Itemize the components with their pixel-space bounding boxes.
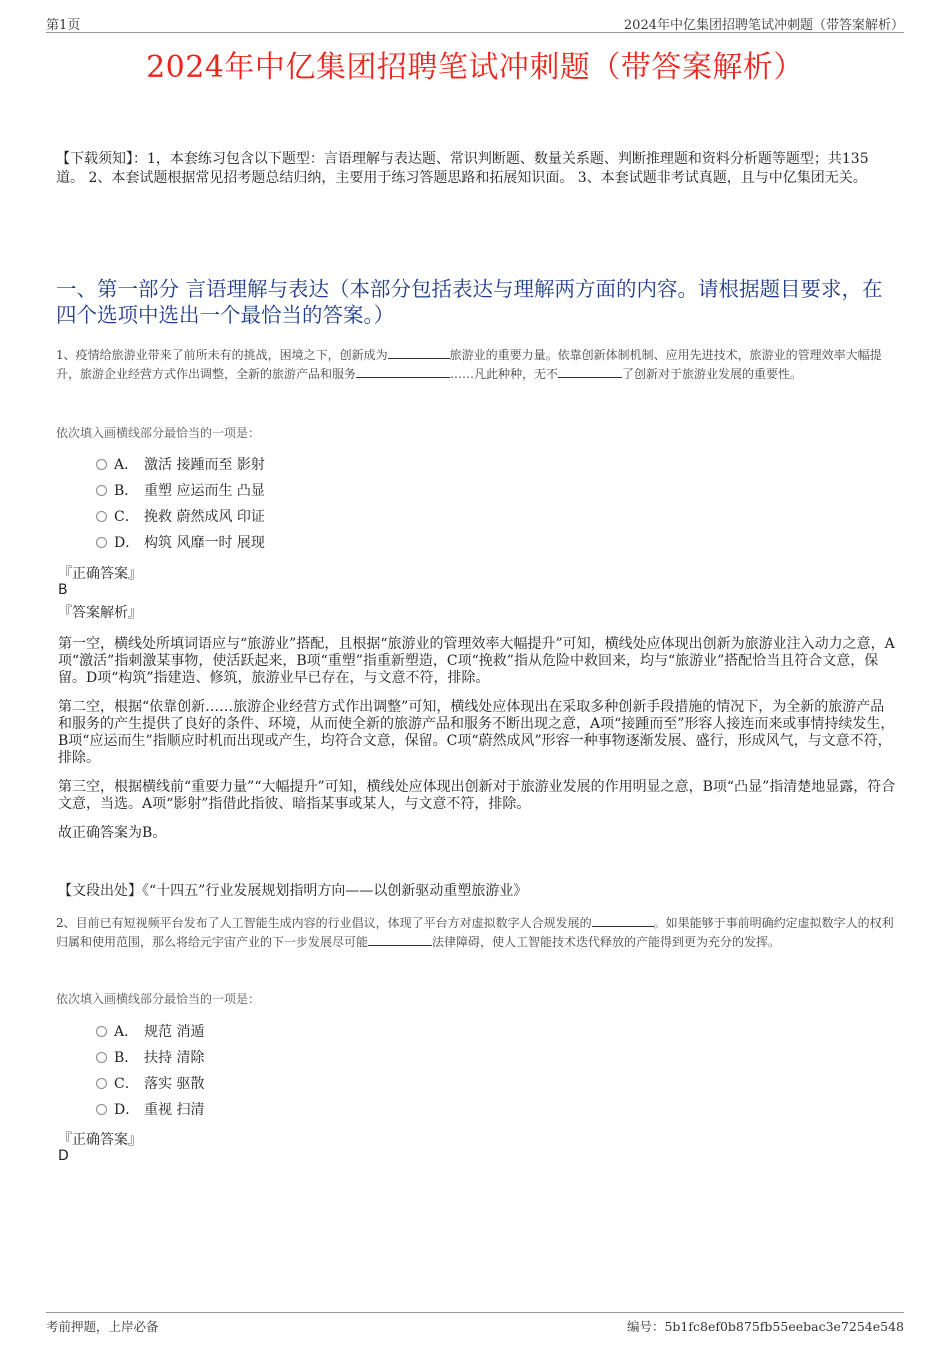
answer-analysis: [58, 636, 898, 854]
question-1-options: [96, 452, 265, 556]
page-footer: [46, 1312, 904, 1335]
blank-line: [592, 915, 654, 927]
option-d[interactable]: D． 构筑 风靡一时 展现: [96, 530, 265, 556]
answer-label: 『正确答案』: [58, 1132, 142, 1148]
correct-answer: B: [58, 582, 68, 598]
blank-line: [368, 934, 432, 946]
page-number: 第1页: [46, 18, 81, 33]
footer-slogan: 考前押题，上岸必备: [46, 1319, 159, 1334]
radio-button[interactable]: [96, 485, 107, 496]
option-b[interactable]: B． 扶持 清除: [96, 1045, 204, 1071]
page-header: [46, 14, 904, 33]
question-1-text: 1、疫情给旅游业带来了前所未有的挑战，困境之下，创新成为 旅游业的重要力量。依靠创新体制机制、应用先进技术，旅游业的管理效率大幅提升，旅游企业经营方式作出调整，全新的旅游产品和服务 ……凡此种种，无不 了创新对于旅游业发展的重要性。: [56, 348, 882, 381]
document-title: 2024年中亿集团招聘笔试冲刺题（带答案解析）: [146, 50, 804, 85]
section-heading: 一、第一部分 言语理解与表达（本部分包括表达与理解两方面的内容。请根据题目要求，在四个选项中选出一个最恰当的答案。）: [56, 277, 883, 327]
question-2-prompt: 依次填入画横线部分最恰当的一项是：: [56, 992, 261, 1006]
correct-answer: D: [58, 1148, 69, 1164]
radio-button[interactable]: [96, 1104, 107, 1115]
header-doc-title: 2024年中亿集团招聘笔试冲刺题（带答案解析）: [623, 18, 904, 33]
radio-button[interactable]: [96, 1078, 107, 1089]
question-2-options: [96, 1019, 204, 1123]
radio-button[interactable]: [96, 1052, 107, 1063]
radio-button[interactable]: [96, 1026, 107, 1037]
option-d[interactable]: D． 重视 扫清: [96, 1097, 204, 1123]
document-id: 编号：5b1fc8ef0b875fb55eebac3e7254e548: [626, 1319, 904, 1334]
answer-label: 『正确答案』: [58, 566, 142, 582]
analysis-label: 『答案解析』: [58, 605, 142, 621]
analysis-paragraph: 故正确答案为B。: [58, 825, 167, 841]
analysis-paragraph: 第三空，根据横线前“重要力量”“大幅提升”可知，横线处应体现出创新对于旅游业发展的作用明显之意，B项“凸显”指清楚地显露，符合文意，当选。A项“影射”指借此指彼、暗指某事或某人，与文意不符，排除。: [58, 779, 896, 812]
text-source: 【文段出处】《“十四五”行业发展规划指明方向——以创新驱动重塑旅游业》: [58, 883, 528, 899]
radio-button[interactable]: [96, 511, 107, 522]
option-a[interactable]: A． 规范 消遁: [96, 1019, 204, 1045]
analysis-paragraph: 第一空，横线处所填词语应与“旅游业”搭配，且根据“旅游业的管理效率大幅提升”可知，横线处应体现出创新为旅游业注入动力之意，A项“激活”指刺激某事物，使活跃起来，B项“重塑”指重新塑造，C项“挽救”指从危险中救回来，均与“旅游业”搭配恰当且符合文意，保留。D项“构筑”指建造、修筑，旅游业早已存在，与文意不符，排除。: [58, 636, 895, 686]
question-1-prompt: 依次填入画横线部分最恰当的一项是：: [56, 426, 261, 440]
radio-button[interactable]: [96, 459, 107, 470]
option-c[interactable]: C． 挽救 蔚然成风 印证: [96, 504, 265, 530]
radio-button[interactable]: [96, 537, 107, 548]
question-2-text: 2、目前已有短视频平台发布了人工智能生成内容的行业倡议，体现了平台方对虚拟数字人合规发展的 。如果能够于事前明确约定虚拟数字人的权利归属和使用范围，那么将给元宇宙产业的下一步发展尽可能 法律障碍，使人工智能技术迭代释放的产能得到更为充分的发挥。: [56, 916, 894, 949]
option-a[interactable]: A． 激活 接踵而至 影射: [96, 452, 265, 478]
option-b[interactable]: B． 重塑 应运而生 凸显: [96, 478, 265, 504]
blank-line: [356, 366, 450, 378]
analysis-paragraph: 第二空，根据“依靠创新……旅游企业经营方式作出调整”可知，横线处应体现出在采取多种创新手段措施的情况下，为全新的旅游产品和服务的产生提供了良好的条件、环境，从而使全新的旅游产品和服务不断出现之意，A项“接踵而至”形容人接连而来或事情持续发生，B项“应运而生”指顺应时机而出现或产生，均符合文意，保留。C项“蔚然成风”形容一种事物逐渐发展、盛行，形成风气，与文意不符，排除。: [58, 699, 895, 766]
download-notice: 【下载须知】：1，本套练习包含以下题型：言语理解与表达题、常识判断题、数量关系题、判断推理题和资料分析题等题型；共135道。 2、本套试题根据常见招考题总结归纳，主要用于练习答题思路和拓展知识面。 3、本套试题非考试真题，且与中亿集团无关。: [56, 151, 869, 186]
option-c[interactable]: C． 落实 驱散: [96, 1071, 204, 1097]
blank-line: [388, 347, 450, 359]
blank-line: [558, 366, 622, 378]
